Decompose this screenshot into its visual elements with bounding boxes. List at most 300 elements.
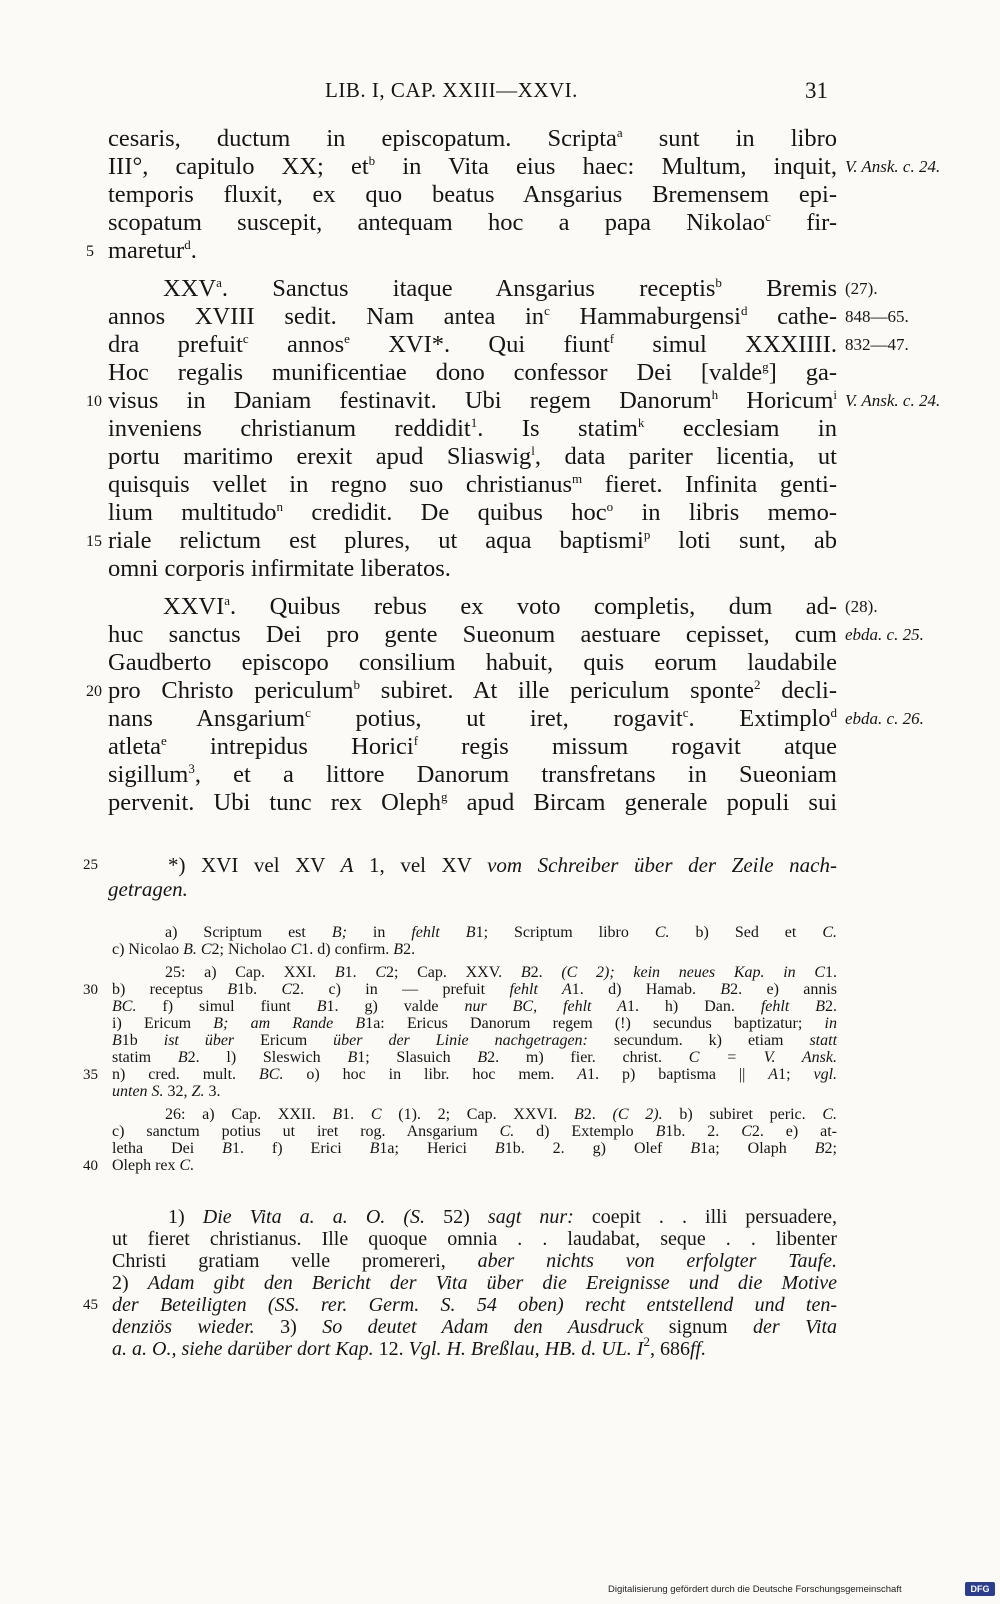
main-text	[0, 125, 1000, 817]
text-run: Z.	[191, 1083, 205, 1100]
text-run: fieret. Infinita genti-	[582, 471, 837, 498]
text-run: C	[741, 1123, 752, 1140]
text-run: So deutet Adam den Ausdruck	[322, 1316, 644, 1338]
footnote-mark: a	[224, 593, 231, 608]
text-run: b) subiret peric.	[662, 1106, 823, 1123]
text-run: i) Ericum	[112, 1015, 214, 1032]
text-run: potius, ut iret, rogavit	[310, 705, 683, 732]
line-text	[112, 1066, 837, 1083]
text-run: 2)	[112, 1272, 148, 1294]
text-line	[0, 1032, 1000, 1049]
text-run: 1)	[168, 1206, 203, 1228]
text-line	[0, 555, 1000, 583]
text-run: regis missum rogavit atque	[418, 733, 837, 760]
footnote-mark: i	[833, 387, 837, 402]
text-run: XVI*. Qui fiunt	[349, 331, 610, 358]
text-run: intrepidus Horici	[166, 733, 414, 760]
text-run: apud Bircam generale populi sui	[447, 789, 838, 816]
text-line	[0, 761, 1000, 789]
text-run: 1b.	[237, 981, 282, 998]
text-line	[0, 981, 1000, 998]
text-run: B	[347, 1049, 358, 1066]
text-run: 2; Nicholao	[211, 941, 291, 958]
text-run: ff.	[689, 1338, 707, 1360]
text-run: .	[190, 237, 197, 264]
line-text	[168, 1206, 837, 1228]
text-run: , et a littore Danorum transfretans in Sueoniam	[194, 761, 837, 788]
text-line	[0, 1206, 1000, 1228]
line-text	[108, 125, 837, 153]
line-text	[163, 593, 837, 621]
text-run: , data pariter licentia, ut	[534, 443, 837, 470]
text-run: C.	[822, 1106, 838, 1123]
text-run: 2.	[825, 998, 838, 1015]
text-line	[0, 1140, 1000, 1157]
footnote-mark: p	[643, 527, 651, 542]
footnote-mark: 2	[754, 677, 761, 692]
text-run: B	[316, 998, 327, 1015]
text-run: cathe-	[747, 303, 837, 330]
text-run: omni corporis infirmitate liberatos.	[108, 555, 451, 582]
page-number: 31	[805, 78, 828, 103]
text-run: . Is statim	[477, 415, 638, 442]
text-line	[0, 275, 1000, 303]
text-run: C	[281, 981, 293, 998]
text-run: 1; Slasuich	[357, 1049, 478, 1066]
text-line	[0, 998, 1000, 1015]
text-line	[0, 1157, 1000, 1174]
text-run: ecclesiam in	[644, 415, 837, 442]
text-run: lium multitudo	[108, 499, 277, 526]
text-run: 2.	[530, 964, 562, 981]
text-run: Gaudberto episcopo consilium habuit, quis eorum laudabile	[108, 649, 837, 676]
text-run: . Sanctus itaque Ansgarius receptis	[221, 275, 716, 302]
text-run: d) Extemplo	[514, 1123, 656, 1140]
footnotes	[0, 1206, 1000, 1360]
text-run: III°, capitulo XX; et	[108, 153, 369, 180]
footnote-mark: b	[368, 153, 376, 168]
text-run: XXV	[163, 275, 217, 302]
text-line	[0, 964, 1000, 981]
text-run: n) cred. mult.	[112, 1066, 259, 1083]
text-line	[0, 387, 1000, 415]
line-number: 45	[83, 1297, 98, 1313]
text-run: loti sunt, ab	[650, 527, 837, 554]
footnote-mark: b	[715, 275, 722, 290]
footnote-mark: c	[242, 331, 249, 346]
margin-note: (27).	[845, 279, 878, 298]
text-run: 1a; Olaph	[700, 1140, 815, 1157]
text-run: Hoc regalis munificentiae dono confessor Dei [valde	[108, 359, 763, 386]
line-text	[108, 181, 837, 209]
line-text	[165, 924, 837, 941]
line-text	[108, 237, 837, 265]
text-run: über der Linie nachgetragen:	[333, 1032, 588, 1049]
margin-note: V. Ansk. c. 24.	[845, 391, 941, 410]
text-run: vom Schreiber über der Zeile nach-	[487, 853, 837, 877]
footnote-mark: c	[305, 705, 311, 720]
line-text	[108, 877, 837, 901]
text-run: 25: a) Cap. XXI.	[165, 964, 335, 981]
text-run: BC.	[112, 998, 137, 1015]
line-number: 10	[86, 393, 102, 410]
line-text	[112, 1334, 837, 1360]
text-line	[0, 1272, 1000, 1294]
line-text	[108, 499, 837, 527]
text-run: C	[370, 1106, 382, 1123]
text-run: C.	[822, 924, 837, 941]
footnote-mark: d	[830, 705, 838, 720]
margin-note: (28).	[845, 597, 878, 616]
text-run: B	[369, 1140, 380, 1157]
text-line	[0, 853, 1000, 877]
line-number: 20	[86, 683, 102, 700]
text-line	[0, 471, 1000, 499]
margin-note: ebda. c. 25.	[845, 625, 924, 644]
line-text	[108, 649, 837, 677]
text-line	[0, 1316, 1000, 1338]
text-run: riale relictum est plures, ut aqua baptismi	[108, 527, 644, 554]
line-text	[108, 789, 837, 817]
text-run: Bremis	[721, 275, 837, 302]
text-run: B	[814, 1140, 825, 1157]
text-run: B	[332, 1106, 343, 1123]
text-run: 12.	[373, 1338, 409, 1360]
text-run: atleta	[108, 733, 162, 760]
text-run: . Quibus rebus ex voto completis, dum ad-	[230, 593, 837, 620]
text-run: 1b. 2.	[665, 1123, 742, 1140]
text-line	[0, 705, 1000, 733]
text-run: nur BC, fehlt A	[464, 998, 627, 1015]
line-number: 40	[83, 1158, 98, 1174]
text-run: visus in Daniam festinavit. Ubi regem Danorum	[108, 387, 712, 414]
line-text	[112, 1123, 837, 1140]
text-run: 52)	[425, 1206, 488, 1228]
text-run: C.	[499, 1123, 515, 1140]
text-run: nans Ansgarium	[108, 705, 306, 732]
text-run: Vgl. H. Breßlau, HB. d. UL. I	[408, 1338, 644, 1360]
line-text	[112, 1228, 837, 1250]
paragraph-gap	[0, 583, 1000, 593]
text-line	[0, 527, 1000, 555]
text-line	[0, 877, 1000, 901]
text-run: scopatum suscepit, antequam hoc a papa Nikolao	[108, 209, 766, 236]
text-run: b) Sed et	[669, 924, 823, 941]
text-run: c) Nicolao	[112, 941, 184, 958]
text-run: getragen.	[108, 877, 188, 901]
running-title: LIB. I, CAP. XXIII—XXVI.	[325, 78, 578, 102]
text-run: C	[375, 964, 386, 981]
text-run: fehlt B	[411, 924, 476, 941]
text-run: 1a; Herici	[379, 1140, 495, 1157]
text-run: 2. m) fier. christ.	[487, 1049, 689, 1066]
text-run: o) hoc in libr. hoc mem.	[283, 1066, 578, 1083]
text-run: C = V. Ansk.	[688, 1049, 838, 1066]
text-run: der Vita	[753, 1316, 837, 1338]
text-run: 1. g) valde	[326, 998, 465, 1015]
dfg-logo: DFG	[965, 1582, 995, 1596]
line-text	[165, 1106, 837, 1123]
line-number: 30	[83, 982, 98, 998]
text-run: decli-	[760, 677, 837, 704]
footnote-mark: o	[606, 499, 614, 514]
line-text	[108, 705, 837, 733]
text-line	[0, 621, 1000, 649]
text-run: *) XVI vel XV	[168, 853, 341, 877]
line-text	[108, 555, 837, 583]
text-run: 3)	[254, 1316, 323, 1338]
text-run: B	[393, 941, 404, 958]
footnote-mark: f	[413, 733, 419, 748]
line-text	[112, 1049, 837, 1066]
line-text	[108, 209, 837, 237]
text-run: fehlt A	[509, 981, 572, 998]
line-text	[112, 1250, 837, 1272]
margin-note: V. Ansk. c. 24.	[845, 157, 941, 176]
text-run: statt	[809, 1032, 838, 1049]
text-run: 32,	[163, 1083, 192, 1100]
line-text	[108, 359, 837, 387]
text-run: 1. p) baptisma ||	[587, 1066, 769, 1083]
footnote-mark: d	[184, 237, 191, 252]
text-run: cesaris, ductum in episcopatum. Scripta	[108, 125, 617, 152]
footnote-mark: g	[762, 359, 769, 374]
margin-note: 832—47.	[845, 335, 909, 354]
text-run: annos XVIII sedit. Nam antea in	[108, 303, 545, 330]
text-line	[0, 924, 1000, 941]
text-line	[0, 181, 1000, 209]
footnote-mark: g	[440, 789, 448, 804]
text-run: A	[577, 1066, 588, 1083]
text-line	[0, 593, 1000, 621]
line-text	[112, 1083, 837, 1100]
text-line	[0, 1250, 1000, 1272]
text-line	[0, 677, 1000, 705]
text-run: 1.	[342, 1106, 371, 1123]
text-run: 1. d) Hamab.	[571, 981, 721, 998]
text-run: B. C	[183, 941, 212, 958]
text-run: 1;	[778, 1066, 814, 1083]
text-run: sagt nur:	[487, 1206, 574, 1228]
footnote-mark: m	[572, 471, 583, 486]
text-run: unten S.	[112, 1083, 164, 1100]
text-run: 2.	[583, 1106, 613, 1123]
text-run: 1. d) confirm.	[301, 941, 394, 958]
text-run: a. a. O., siehe darüber dort Kap.	[112, 1338, 374, 1360]
text-line	[0, 1334, 1000, 1360]
footnote-mark: a	[216, 275, 222, 290]
margin-note: ebda. c. 26.	[845, 709, 924, 728]
line-text	[112, 941, 837, 958]
text-line	[0, 1015, 1000, 1032]
text-run: in	[824, 1015, 837, 1032]
line-number: 25	[83, 857, 98, 873]
text-run: B	[112, 1032, 122, 1049]
line-text	[112, 1140, 837, 1157]
text-run: vgl.	[813, 1066, 838, 1083]
line-text	[108, 621, 837, 649]
text-line	[0, 1083, 1000, 1100]
text-line	[0, 237, 1000, 265]
text-run: pervenit. Ubi tunc rex Oleph	[108, 789, 441, 816]
text-line	[0, 443, 1000, 471]
line-number: 5	[86, 243, 94, 260]
text-run: credidit. De quibus hoc	[283, 499, 607, 526]
text-run: (C 2).	[612, 1106, 663, 1123]
footnote-mark: c	[544, 303, 550, 318]
text-run: annos	[248, 331, 345, 358]
text-run: pro Christo periculum	[108, 677, 354, 704]
text-run: der Beteiligten (SS. rer. Germ. S. 54 oben) recht entstellend und ten-	[112, 1294, 837, 1316]
text-line	[0, 125, 1000, 153]
line-text	[112, 1015, 837, 1032]
paragraph-gap	[0, 265, 1000, 275]
text-run: B	[655, 1123, 666, 1140]
text-run: A	[768, 1066, 779, 1083]
text-run: 1.	[825, 964, 837, 981]
text-run: ] ga-	[768, 359, 837, 386]
text-line	[0, 1294, 1000, 1316]
text-run: ut fieret christianus. Ille quoque omnia . . laudabat, seque . . libenter	[112, 1228, 837, 1250]
text-run: sunt in libro	[622, 125, 837, 152]
text-run: Hammaburgensi	[549, 303, 741, 330]
line-text	[108, 761, 837, 789]
text-run: fehlt B	[760, 998, 826, 1015]
text-run: inveniens christianum reddidit	[108, 415, 471, 442]
text-run: secundum. k) etiam	[587, 1032, 810, 1049]
text-run: ist über	[163, 1032, 235, 1049]
text-line	[0, 1228, 1000, 1250]
line-text	[112, 998, 837, 1015]
text-run: B	[227, 981, 238, 998]
text-run: temporis fluxit, ex quo beatus Ansgarius Bremensem epi-	[108, 181, 837, 208]
line-text	[112, 981, 837, 998]
text-run: , 686	[649, 1338, 690, 1360]
text-run: quisquis vellet in regno suo christianus	[108, 471, 573, 498]
line-text	[163, 275, 837, 303]
text-run: Horicum	[718, 387, 834, 414]
text-run: 1.	[344, 964, 376, 981]
digitization-credit: Digitalisierung gefördert durch die Deutsche Forschungsgemeinschaft	[608, 1584, 902, 1595]
line-number: 35	[83, 1067, 98, 1083]
text-run: Christi gratiam velle promereri,	[112, 1250, 478, 1272]
text-run: fir-	[770, 209, 838, 236]
text-run: C	[290, 941, 302, 958]
text-run: B	[334, 964, 345, 981]
text-run: (1). 2; Cap. XXVI.	[381, 1106, 575, 1123]
text-run: huc sanctus Dei pro gente Sueonum aestuare cepisset, cum	[108, 621, 837, 648]
text-line	[0, 1123, 1000, 1140]
text-run: 1b. 2. g) Olef	[504, 1140, 691, 1157]
text-run: BC.	[259, 1066, 284, 1083]
text-line	[0, 499, 1000, 527]
line-text	[165, 964, 837, 981]
text-run: B	[574, 1106, 584, 1123]
text-run: signum	[643, 1316, 754, 1338]
text-run: Ericum	[234, 1032, 334, 1049]
line-text	[108, 471, 837, 499]
text-run: B	[494, 1140, 505, 1157]
text-line	[0, 331, 1000, 359]
text-run: B	[222, 1140, 232, 1157]
text-run: denziös wieder.	[112, 1316, 255, 1338]
footnote-mark: e	[344, 331, 350, 346]
text-run: in libris memo-	[613, 499, 837, 526]
text-run: B	[177, 1049, 188, 1066]
line-text	[108, 153, 837, 181]
text-run: C.	[179, 1157, 195, 1174]
text-line	[0, 209, 1000, 237]
footnote-mark: 3	[188, 761, 195, 776]
footnote-mark: a	[616, 125, 623, 140]
text-line	[0, 153, 1000, 181]
footnote-mark: 2	[643, 1334, 650, 1349]
text-run: 1a: Ericus Danorum regem (!) secundus baptizatur;	[365, 1015, 825, 1032]
text-run: B	[520, 964, 531, 981]
line-text	[108, 733, 837, 761]
footnote-mark: b	[353, 677, 361, 692]
text-run: 2. c) in — prefuit	[292, 981, 510, 998]
line-text	[108, 677, 837, 705]
line-text	[108, 443, 837, 471]
text-run: 1. f) Erici	[231, 1140, 370, 1157]
text-run: Oleph rex	[112, 1157, 180, 1174]
text-run: statim	[112, 1049, 178, 1066]
footnote-mark: d	[741, 303, 748, 318]
footnote-mark: 1	[470, 415, 478, 430]
margin-note: 848—65.	[845, 307, 909, 326]
text-run: XXVI	[163, 593, 225, 620]
text-run: 1, vel XV	[353, 853, 488, 877]
footnote-mark: h	[711, 387, 719, 402]
footnote-mark: c	[765, 209, 771, 224]
text-run: maretur	[108, 237, 185, 264]
text-line	[0, 303, 1000, 331]
text-run: 2;	[824, 1140, 837, 1157]
text-run: 1. h) Dan.	[626, 998, 761, 1015]
line-text	[108, 303, 837, 331]
text-line	[0, 1049, 1000, 1066]
text-line	[0, 1066, 1000, 1083]
text-line	[0, 415, 1000, 443]
footnote-mark: n	[276, 499, 284, 514]
footnote-mark: f	[609, 331, 615, 346]
text-run: A	[340, 853, 354, 877]
critical-apparatus	[0, 924, 1000, 1174]
text-run: B	[477, 1049, 488, 1066]
text-run: B;	[331, 924, 373, 941]
footnote-mark: e	[161, 733, 167, 748]
text-run: C.	[654, 924, 670, 941]
text-run: f) simul fiunt	[136, 998, 317, 1015]
text-run: 26: a) Cap. XXII.	[165, 1106, 333, 1123]
line-text	[112, 1316, 837, 1338]
text-run: B; am Rande B	[213, 1015, 366, 1032]
text-run: a) Scriptum est	[165, 924, 332, 941]
text-run: . Extimplo	[688, 705, 831, 732]
line-text	[112, 1157, 837, 1174]
line-text	[112, 1272, 837, 1294]
footnote-mark: c	[682, 705, 689, 720]
text-run: 3.	[204, 1083, 221, 1100]
text-run: 2; Cap. XXV.	[385, 964, 521, 981]
text-line	[0, 1106, 1000, 1123]
text-run: 2. l) Sleswich	[187, 1049, 348, 1066]
page-header	[0, 74, 1000, 110]
footnote-mark: k	[637, 415, 645, 430]
text-run: B	[720, 981, 731, 998]
text-line	[0, 649, 1000, 677]
